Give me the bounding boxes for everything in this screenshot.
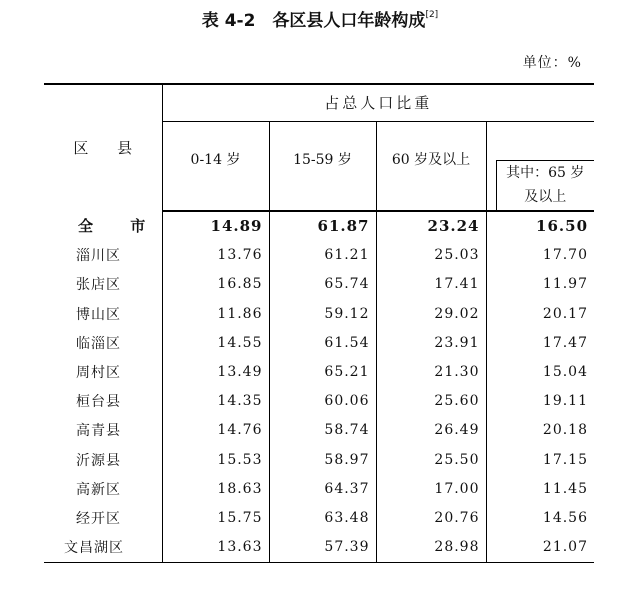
table-row xyxy=(44,387,594,416)
cell-65-plus: 14.56 xyxy=(542,509,589,526)
cell-0-14: 13.76 xyxy=(162,241,269,270)
cell-0-14: 15.75 xyxy=(162,503,269,532)
cell-15-59: 58.74 xyxy=(269,416,376,445)
cell-0-14: 14.55 xyxy=(162,328,269,357)
cell-15-59: 61.54 xyxy=(269,328,376,357)
cell-0-14: 14.76 xyxy=(162,416,269,445)
cell-60-plus: 21.30 xyxy=(376,357,486,386)
table-row xyxy=(44,503,594,532)
cell-60-plus: 23.24 xyxy=(376,211,486,241)
cell-0-14: 14.89 xyxy=(162,211,269,241)
cell-60-plus: 29.02 xyxy=(376,299,486,328)
share-group-header: 占总人口比重 xyxy=(162,84,594,121)
row-name: 经开区 xyxy=(44,503,162,532)
row-name: 全 市 xyxy=(44,211,162,241)
table-row-total xyxy=(44,211,594,241)
table-row xyxy=(44,270,594,299)
cell-65-plus: 20.18 xyxy=(542,422,589,439)
cell-60-plus: 26.49 xyxy=(376,416,486,445)
cell-0-14: 11.86 xyxy=(162,299,269,328)
table-title-text: 表 4-2 各区县人口年龄构成 xyxy=(201,11,426,31)
table-row xyxy=(44,474,594,503)
cell-60-plus: 25.03 xyxy=(376,241,486,270)
cell-0-14: 13.49 xyxy=(162,357,269,386)
unit-label: 单位：% xyxy=(522,55,582,71)
cell-0-14: 14.35 xyxy=(162,387,269,416)
col-header-65-plus-line1: 其中：65 岁 xyxy=(506,164,585,181)
title-footnote-ref: [2] xyxy=(425,10,439,20)
area-header: 区 县 xyxy=(44,84,162,211)
row-name: 高青县 xyxy=(44,416,162,445)
cell-65-plus: 11.97 xyxy=(542,276,589,293)
cell-60-plus: 17.41 xyxy=(376,270,486,299)
col-header-65-plus-cell xyxy=(486,121,594,211)
row-name: 张店区 xyxy=(44,270,162,299)
col-header-15-59: 15-59 岁 xyxy=(269,121,376,211)
table-row xyxy=(44,445,594,474)
cell-65-plus: 21.07 xyxy=(486,533,594,563)
cell-60-plus: 20.76 xyxy=(376,503,486,532)
row-name: 沂源县 xyxy=(44,445,162,474)
row-name: 高新区 xyxy=(44,474,162,503)
cell-15-59: 64.37 xyxy=(269,474,376,503)
cell-65-plus: 17.15 xyxy=(542,451,589,468)
cell-60-plus: 25.50 xyxy=(376,445,486,474)
cell-15-59: 58.97 xyxy=(269,445,376,474)
cell-65-plus: 20.17 xyxy=(542,305,589,322)
cell-0-14: 15.53 xyxy=(162,445,269,474)
row-name: 博山区 xyxy=(44,299,162,328)
cell-15-59: 65.21 xyxy=(269,357,376,386)
col-header-60-plus: 60 岁及以上 xyxy=(376,121,486,211)
cell-0-14: 13.63 xyxy=(162,533,269,563)
cell-15-59: 61.21 xyxy=(269,241,376,270)
table-row xyxy=(44,241,594,270)
row-name: 淄川区 xyxy=(44,241,162,270)
table-title xyxy=(0,6,640,31)
table-row xyxy=(44,416,594,445)
row-name: 文昌湖区 xyxy=(44,533,162,563)
cell-65-plus: 16.50 xyxy=(536,217,589,236)
cell-65-plus: 19.11 xyxy=(542,393,589,410)
row-name: 临淄区 xyxy=(44,328,162,357)
table-row xyxy=(44,533,594,563)
table-row xyxy=(44,357,594,386)
row-name: 周村区 xyxy=(44,357,162,386)
cell-15-59: 57.39 xyxy=(269,533,376,563)
cell-65-plus: 17.47 xyxy=(542,334,589,351)
cell-65-plus: 17.70 xyxy=(542,247,589,264)
row-name: 桓台县 xyxy=(44,387,162,416)
population-age-table xyxy=(44,83,594,563)
cell-15-59: 65.74 xyxy=(269,270,376,299)
col-header-65-plus xyxy=(496,160,595,210)
cell-15-59: 63.48 xyxy=(269,503,376,532)
cell-60-plus: 23.91 xyxy=(376,328,486,357)
table-row xyxy=(44,299,594,328)
cell-15-59: 61.87 xyxy=(269,211,376,241)
cell-60-plus: 28.98 xyxy=(376,533,486,563)
col-header-65-plus-line2: 及以上 xyxy=(524,188,567,205)
cell-60-plus: 25.60 xyxy=(376,387,486,416)
cell-65-plus: 15.04 xyxy=(542,364,589,381)
cell-60-plus: 17.00 xyxy=(376,474,486,503)
table-row xyxy=(44,328,594,357)
cell-0-14: 16.85 xyxy=(162,270,269,299)
cell-15-59: 59.12 xyxy=(269,299,376,328)
cell-65-plus: 11.45 xyxy=(542,480,589,497)
cell-15-59: 60.06 xyxy=(269,387,376,416)
cell-0-14: 18.63 xyxy=(162,474,269,503)
col-header-0-14: 0-14 岁 xyxy=(162,121,269,211)
